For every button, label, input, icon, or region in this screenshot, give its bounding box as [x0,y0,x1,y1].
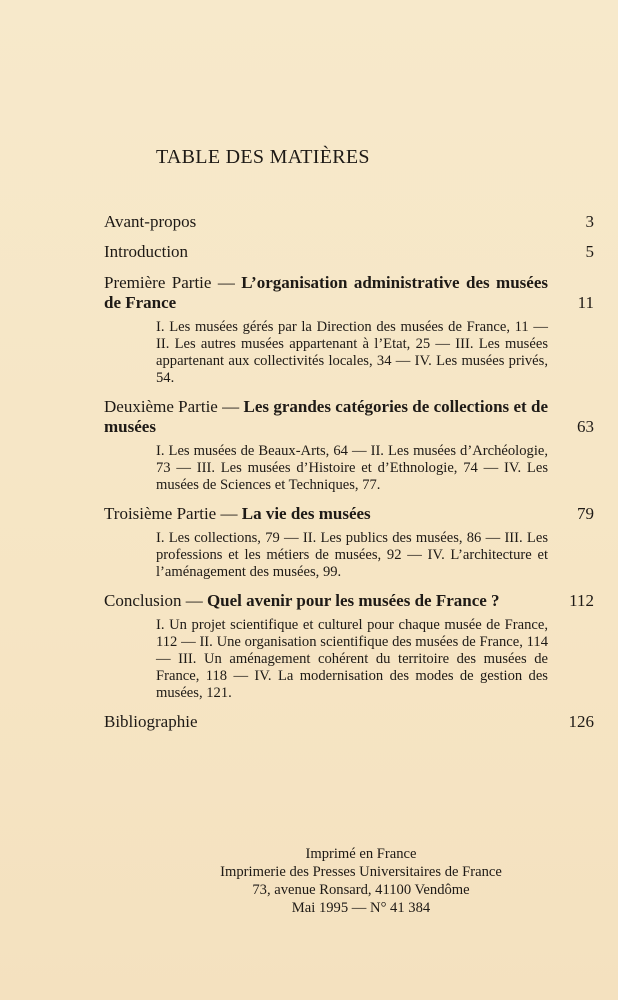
toc-entry-label: Bibliographie [104,712,198,731]
page-title: TABLE DES MATIÈRES [156,146,370,168]
table-of-contents [104,212,594,732]
colophon-line: Imprimerie des Presses Universitaires de France [220,864,502,880]
toc-entry-heading [104,504,594,524]
part-heading: L’organisation administrative des musées de France [104,273,548,312]
toc-entry-label: Introduction [104,242,189,261]
toc-entry-label: Avant-propos [104,212,197,231]
toc-page-number: 63 [577,417,594,436]
part-prefix: Première Partie — [104,273,242,292]
toc-section-deuxieme-partie [104,397,594,494]
toc-section-troisieme-partie [104,504,594,581]
toc-entry-bibliographie [104,712,594,732]
part-heading: Quel avenir pour les musées de France ? [206,591,500,610]
toc-entry-label [104,273,594,313]
toc-entry-label [104,591,594,611]
toc-entry-avant-propos [104,212,594,232]
toc-entry-description: I. Les musées gérés par la Direction des musées de France, 11 — II. Les autres musées appartenant à l’Etat, 25 — III. Les musées appartenant aux collectivités locales, 34 — IV. Les musées privés, 54. [156,319,548,386]
toc-section-premiere-partie [104,273,594,387]
part-heading: Les grandes catégories de collections et de musées [104,397,548,436]
toc-entry-heading [104,273,594,313]
toc-entry-description: I. Les musées de Beaux-Arts, 64 — II. Les musées d’Archéologie, 73 — III. Les musées d’Histoire et d’Ethnologie, 74 — IV. Les musées de Sciences et Techniques, 77. [156,443,548,493]
toc-page-number: 5 [585,242,594,261]
part-prefix: Troisième Partie — [104,504,242,523]
toc-entry-introduction [104,242,594,262]
toc-entry-heading [104,591,594,611]
part-prefix: Conclusion — [104,591,207,610]
colophon-line: Imprimé en France [305,846,417,862]
toc-page-number: 79 [577,504,594,523]
colophon-line: 73, avenue Ronsard, 41100 Vendôme [252,882,470,898]
toc-page-number: 11 [577,293,594,312]
part-heading: La vie des musées [241,504,371,523]
toc-entry-description: I. Un projet scientifique et culturel pour chaque musée de France, 112 — II. Une organisation scientifique des musées de France, 114 — III. Un aménagement cohérent du territoire des musées de France, 118 — IV. La modernisation des modes de gestion des musées, 121. [156,617,548,701]
colophon-line: Mai 1995 — N° 41 384 [291,900,431,916]
toc-entry-description: I. Les collections, 79 — II. Les publics des musées, 86 — III. Les professions et les métiers de musées, 92 — IV. L’architecture et l’aménagement des musées, 99. [156,530,548,580]
toc-page-number: 112 [569,591,594,610]
printer-colophon [0,845,618,917]
toc-entry-label [104,504,594,524]
toc-entry-heading [104,397,594,437]
toc-section-conclusion [104,591,594,702]
toc-page-number: 126 [568,712,594,731]
toc-entry-label [104,397,594,437]
part-prefix: Deuxième Partie — [104,397,244,416]
toc-page-number: 3 [585,212,594,231]
